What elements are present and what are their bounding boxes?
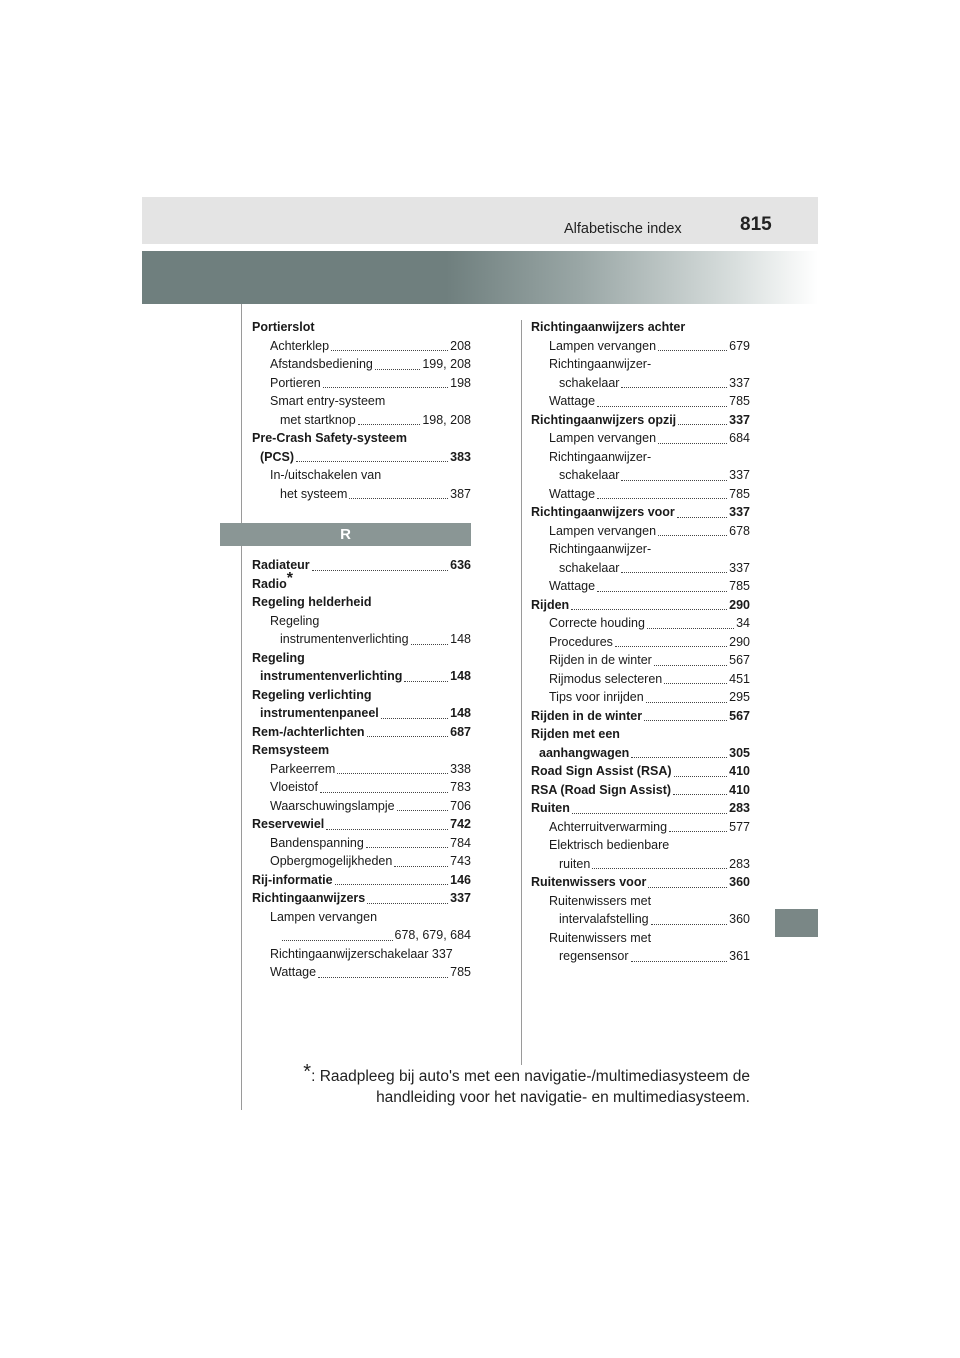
index-entry — [252, 374, 471, 393]
index-entry-label: schakelaar — [559, 468, 620, 482]
index-entry-page: 361 — [729, 949, 750, 963]
dot-leader — [674, 776, 728, 777]
index-entry-page: 337 — [729, 468, 750, 482]
footnote — [300, 1061, 750, 1108]
left-margin-rule — [241, 304, 242, 1110]
index-entry-page: 387 — [450, 486, 471, 501]
index-entry — [252, 704, 471, 723]
index-entry-page: 199, 208 — [422, 357, 471, 371]
index-entry-label: Afstandsbediening — [270, 357, 373, 371]
dot-leader — [337, 773, 448, 774]
index-entry — [531, 744, 750, 763]
dot-leader — [592, 868, 727, 869]
dot-leader — [658, 443, 727, 444]
index-entry-label: Wattage — [549, 394, 596, 408]
index-entry-page: 743 — [450, 854, 471, 868]
index-entry-label: Richtingaanwijzer- — [549, 542, 652, 556]
index-entry-label: In-/uitschakelen van — [270, 468, 382, 482]
index-entry-label: Richtingaanwijzer- — [549, 449, 652, 464]
dot-leader — [296, 461, 448, 462]
index-entry — [531, 633, 750, 652]
index-entry-page: 567 — [729, 708, 750, 723]
index-entry — [252, 945, 471, 964]
dot-leader — [571, 609, 727, 610]
index-entry-page: 410 — [729, 782, 750, 797]
decorative-band — [142, 251, 818, 304]
dot-leader — [358, 424, 421, 425]
index-entry-label: Opbergmogelijkheden — [270, 854, 393, 868]
dot-leader — [621, 387, 727, 388]
index-entry-page: 146 — [450, 872, 471, 887]
dot-leader — [651, 924, 728, 925]
index-entry-page: 785 — [729, 394, 750, 408]
index-entry-label: schakelaar — [559, 560, 620, 575]
dot-leader — [597, 591, 727, 592]
dot-leader — [648, 887, 727, 888]
dot-leader — [397, 810, 449, 811]
index-entry-label: Richtingaanwijzerschakelaar — [270, 946, 429, 961]
index-entry-page: 148 — [450, 669, 471, 683]
index-entry-label: instrumentenverlichting — [280, 632, 409, 646]
index-entry-label: Radiateur — [252, 558, 310, 572]
index-entry — [531, 577, 750, 596]
index-group-p — [252, 318, 471, 503]
index-entry — [531, 855, 750, 874]
index-entry-page: 706 — [450, 798, 471, 813]
index-entry-label: ruiten — [559, 856, 591, 871]
index-entry-page: 684 — [729, 431, 750, 445]
index-entry — [531, 411, 750, 430]
index-entry-page: 198, 208 — [422, 412, 471, 427]
dot-leader — [572, 813, 727, 814]
index-entry-page: 383 — [450, 449, 471, 464]
index-entry-page: 451 — [729, 671, 750, 686]
index-entry-label: Wattage — [270, 965, 317, 979]
index-entry-label: Regeling — [252, 650, 305, 665]
index-entry — [252, 466, 471, 485]
index-group-r-continued — [531, 318, 750, 966]
index-entry — [252, 355, 471, 374]
index-entry-page: 567 — [729, 653, 750, 667]
index-entry — [531, 559, 750, 578]
index-entry-label: Correcte houding — [549, 616, 645, 630]
dot-leader — [326, 829, 448, 830]
index-entry-label: Ruiten — [531, 801, 570, 815]
index-entry — [252, 667, 471, 686]
dot-leader — [349, 498, 448, 499]
dot-leader — [673, 794, 727, 795]
index-entry-page: 148 — [450, 632, 471, 646]
index-entry-label: Regeling — [270, 613, 320, 628]
index-entry-label: Elektrisch bedienbare — [549, 838, 670, 852]
index-entry-label: Parkeerrem — [270, 761, 336, 776]
dot-leader — [631, 961, 728, 962]
index-entry-page: 337 — [729, 375, 750, 390]
dot-leader — [320, 792, 448, 793]
index-entry-label: (PCS) — [260, 449, 295, 464]
index-entry-label: Ruitenwissers voor — [531, 875, 647, 889]
index-entry — [531, 448, 750, 467]
index-entry-label: instrumentenpaneel — [260, 706, 379, 720]
index-entry-label: Rijmodus selecteren — [549, 671, 663, 686]
index-entry — [252, 797, 471, 816]
page-header-title: Alfabetische index — [564, 221, 682, 237]
index-entry — [252, 448, 471, 467]
footnote-line-1: : Raadpleeg bij auto's met een navigatie-/multimediasysteem de — [311, 1068, 750, 1085]
index-entry-label: Ruitenwissers met — [549, 930, 652, 945]
index-entry — [531, 355, 750, 374]
index-entry-label: instrumentenverlichting — [260, 669, 403, 683]
dot-leader — [411, 644, 449, 645]
index-entry — [252, 908, 471, 927]
index-entry — [252, 778, 471, 797]
index-entry-label: Rijden in de winter — [549, 653, 652, 667]
dot-leader — [404, 681, 448, 682]
index-entry-page: 148 — [450, 706, 471, 720]
index-entry — [252, 429, 471, 448]
index-entry-label: Richtingaanwijzer- — [549, 357, 652, 371]
index-entry-label: Ruitenwissers met — [549, 893, 652, 908]
index-entry-page: 305 — [729, 745, 750, 760]
index-entry — [531, 818, 750, 837]
index-entry-label: Procedures — [549, 634, 613, 649]
index-entry-label: Richtingaanwijzers voor — [531, 505, 675, 519]
index-entry-label: Lampen vervangen — [549, 431, 657, 445]
dot-leader — [654, 665, 727, 666]
dot-leader — [331, 350, 448, 351]
index-entry-page: 360 — [729, 875, 750, 889]
index-entry — [531, 929, 750, 948]
index-entry-page: 34 — [736, 616, 750, 630]
index-entry-label: Richtingaanwijzers — [252, 891, 366, 905]
index-entry — [531, 873, 750, 892]
index-entry-label: Vloeistof — [270, 780, 318, 794]
dot-leader — [621, 480, 727, 481]
index-entry — [531, 947, 750, 966]
dot-leader — [658, 535, 727, 536]
index-entry — [531, 762, 750, 781]
index-entry — [252, 723, 471, 742]
dot-leader — [621, 572, 727, 573]
dot-leader — [381, 718, 448, 719]
dot-leader — [375, 369, 420, 370]
index-entry — [252, 593, 471, 612]
index-entry-label: Radio — [252, 576, 287, 591]
section-letter-bar: R — [220, 523, 471, 546]
index-entry — [531, 392, 750, 411]
index-entry — [252, 337, 471, 356]
index-entry-label: Richtingaanwijzers opzij — [531, 412, 677, 427]
index-entry — [252, 485, 471, 504]
index-entry-page: 290 — [729, 634, 750, 649]
dot-leader — [646, 702, 727, 703]
footnote-line-2: handleiding voor het navigatie- en multimediasysteem. — [376, 1089, 750, 1106]
dot-leader — [631, 757, 727, 758]
index-entry-page: 577 — [729, 819, 750, 834]
index-entry-label: Portierslot — [252, 320, 315, 334]
index-entry — [531, 318, 750, 337]
index-entry — [531, 781, 750, 800]
dot-leader — [366, 847, 448, 848]
index-entry-page: 283 — [729, 856, 750, 871]
dot-leader — [318, 977, 448, 978]
dot-leader — [669, 831, 727, 832]
index-entry-page: 198 — [450, 375, 471, 390]
index-entry-page: 208 — [450, 338, 471, 353]
index-entry-label: Remsysteem — [252, 743, 330, 757]
index-entry — [252, 741, 471, 760]
dot-leader — [312, 570, 448, 571]
index-entry-label: het systeem — [280, 486, 348, 501]
footnote-star: * — [303, 1061, 312, 1083]
index-entry-page: 687 — [450, 724, 471, 739]
index-entry-label: Pre-Crash Safety-systeem — [252, 431, 407, 445]
index-entry — [531, 466, 750, 485]
dot-leader — [367, 903, 448, 904]
dot-leader — [644, 720, 727, 721]
index-entry — [531, 688, 750, 707]
chapter-thumb-tab — [775, 909, 818, 937]
dot-leader — [597, 406, 727, 407]
index-entry-label: Regeling helderheid — [252, 595, 372, 609]
index-entry — [531, 429, 750, 448]
index-entry-label: Lampen vervangen — [270, 909, 378, 924]
dot-leader — [658, 350, 727, 351]
index-entry — [252, 686, 471, 705]
dot-leader — [597, 498, 727, 499]
index-entry-label: Lampen vervangen — [549, 338, 657, 353]
index-entry — [531, 337, 750, 356]
index-entry-page: 678, 679, 684 — [394, 928, 471, 942]
index-entry-label: Lampen vervangen — [549, 523, 657, 538]
dot-leader — [678, 424, 727, 425]
index-entry — [531, 670, 750, 689]
index-entry-label: Rijden in de winter — [531, 708, 643, 723]
index-entry-page: 636 — [450, 558, 471, 572]
index-entry — [252, 392, 471, 411]
index-entry — [531, 651, 750, 670]
index-entry — [252, 889, 471, 908]
index-entry — [531, 725, 750, 744]
index-entry — [252, 612, 471, 631]
index-entry-label: Wattage — [549, 579, 596, 593]
index-entry-label: RSA (Road Sign Assist) — [531, 782, 672, 797]
index-entry-label: Rij-informatie — [252, 872, 333, 887]
index-entry-label: Rijden met een — [531, 727, 620, 741]
index-entry — [531, 799, 750, 818]
index-entry — [252, 760, 471, 779]
index-entry-label: regensensor — [559, 949, 629, 963]
index-entry — [252, 926, 471, 945]
index-column-left — [252, 318, 471, 982]
index-entry — [252, 630, 471, 649]
index-entry-label: met startknop — [280, 412, 356, 427]
dot-leader — [335, 884, 449, 885]
index-entry — [252, 834, 471, 853]
dot-leader — [282, 940, 393, 941]
index-entry-label: Reservewiel — [252, 817, 325, 831]
index-entry-page: 783 — [450, 780, 471, 794]
index-entry — [531, 540, 750, 559]
index-entry-page: 295 — [729, 690, 750, 704]
dot-leader — [323, 387, 448, 388]
index-entry-page: 337 — [450, 891, 471, 905]
index-entry-label: Regeling verlichting — [252, 687, 372, 702]
index-entry-page: 337 — [729, 560, 750, 575]
index-entry — [531, 596, 750, 615]
index-entry-page: 410 — [729, 764, 750, 778]
index-entry — [531, 522, 750, 541]
dot-leader — [615, 646, 727, 647]
index-entry — [252, 556, 471, 575]
index-entry — [252, 411, 471, 430]
dot-leader — [367, 736, 449, 737]
index-entry-label: Achterklep — [270, 338, 330, 353]
column-divider — [521, 320, 522, 1065]
index-entry — [252, 569, 471, 594]
index-entry-label: Richtingaanwijzers achter — [531, 320, 686, 334]
index-entry — [252, 649, 471, 668]
index-entry-label: intervalafstelling — [559, 912, 649, 926]
index-entry-page: 338 — [450, 761, 471, 776]
index-entry-label: Rijden — [531, 597, 570, 612]
index-entry — [531, 503, 750, 522]
index-entry-page: 785 — [729, 579, 750, 593]
index-group-r — [252, 556, 471, 982]
index-entry-label: schakelaar — [559, 375, 620, 390]
index-entry — [252, 963, 471, 982]
index-entry — [531, 910, 750, 929]
index-entry-label: aanhangwagen — [539, 745, 630, 760]
index-entry-page: 785 — [450, 965, 471, 979]
dot-leader — [677, 517, 727, 518]
index-entry-label: Rem-/achterlichten — [252, 724, 365, 739]
index-entry — [531, 485, 750, 504]
index-entry-label: Portieren — [270, 375, 321, 390]
index-entry-page: 785 — [729, 486, 750, 501]
index-entry-page: 360 — [729, 912, 750, 926]
index-entry-page: 337 — [729, 505, 750, 519]
header-bar — [142, 197, 818, 244]
index-entry-label: Achterruitverwarming — [549, 819, 668, 834]
index-entry-page: 337 — [729, 412, 750, 427]
index-entry-page: 679 — [729, 338, 750, 353]
index-entry — [252, 852, 471, 871]
index-entry — [531, 614, 750, 633]
index-entry-page: 678 — [729, 523, 750, 538]
index-entry-label: Road Sign Assist (RSA) — [531, 764, 672, 778]
index-entry-page: 337 — [431, 946, 453, 961]
index-entry-label: Tips voor inrijden — [549, 690, 644, 704]
index-entry — [531, 892, 750, 911]
index-entry-page: 283 — [729, 801, 750, 815]
index-entry — [531, 707, 750, 726]
index-entry — [252, 871, 471, 890]
dot-leader — [647, 628, 734, 629]
index-entry-label: Wattage — [549, 486, 596, 501]
dot-leader — [664, 683, 727, 684]
index-entry-label: Smart entry-systeem — [270, 394, 386, 408]
index-entry — [531, 836, 750, 855]
footnote-marker: * — [286, 569, 293, 587]
dot-leader — [394, 866, 448, 867]
index-entry-page: 742 — [450, 817, 471, 831]
index-entry — [252, 318, 471, 337]
index-column-right — [531, 318, 750, 966]
index-entry-label: Bandenspanning — [270, 835, 364, 850]
index-entry — [252, 815, 471, 834]
index-entry-label: Waarschuwingslampje — [270, 798, 395, 813]
index-entry-page: 784 — [450, 835, 471, 850]
index-entry-page: 290 — [729, 597, 750, 612]
index-entry — [531, 374, 750, 393]
page-number: 815 — [740, 214, 772, 235]
